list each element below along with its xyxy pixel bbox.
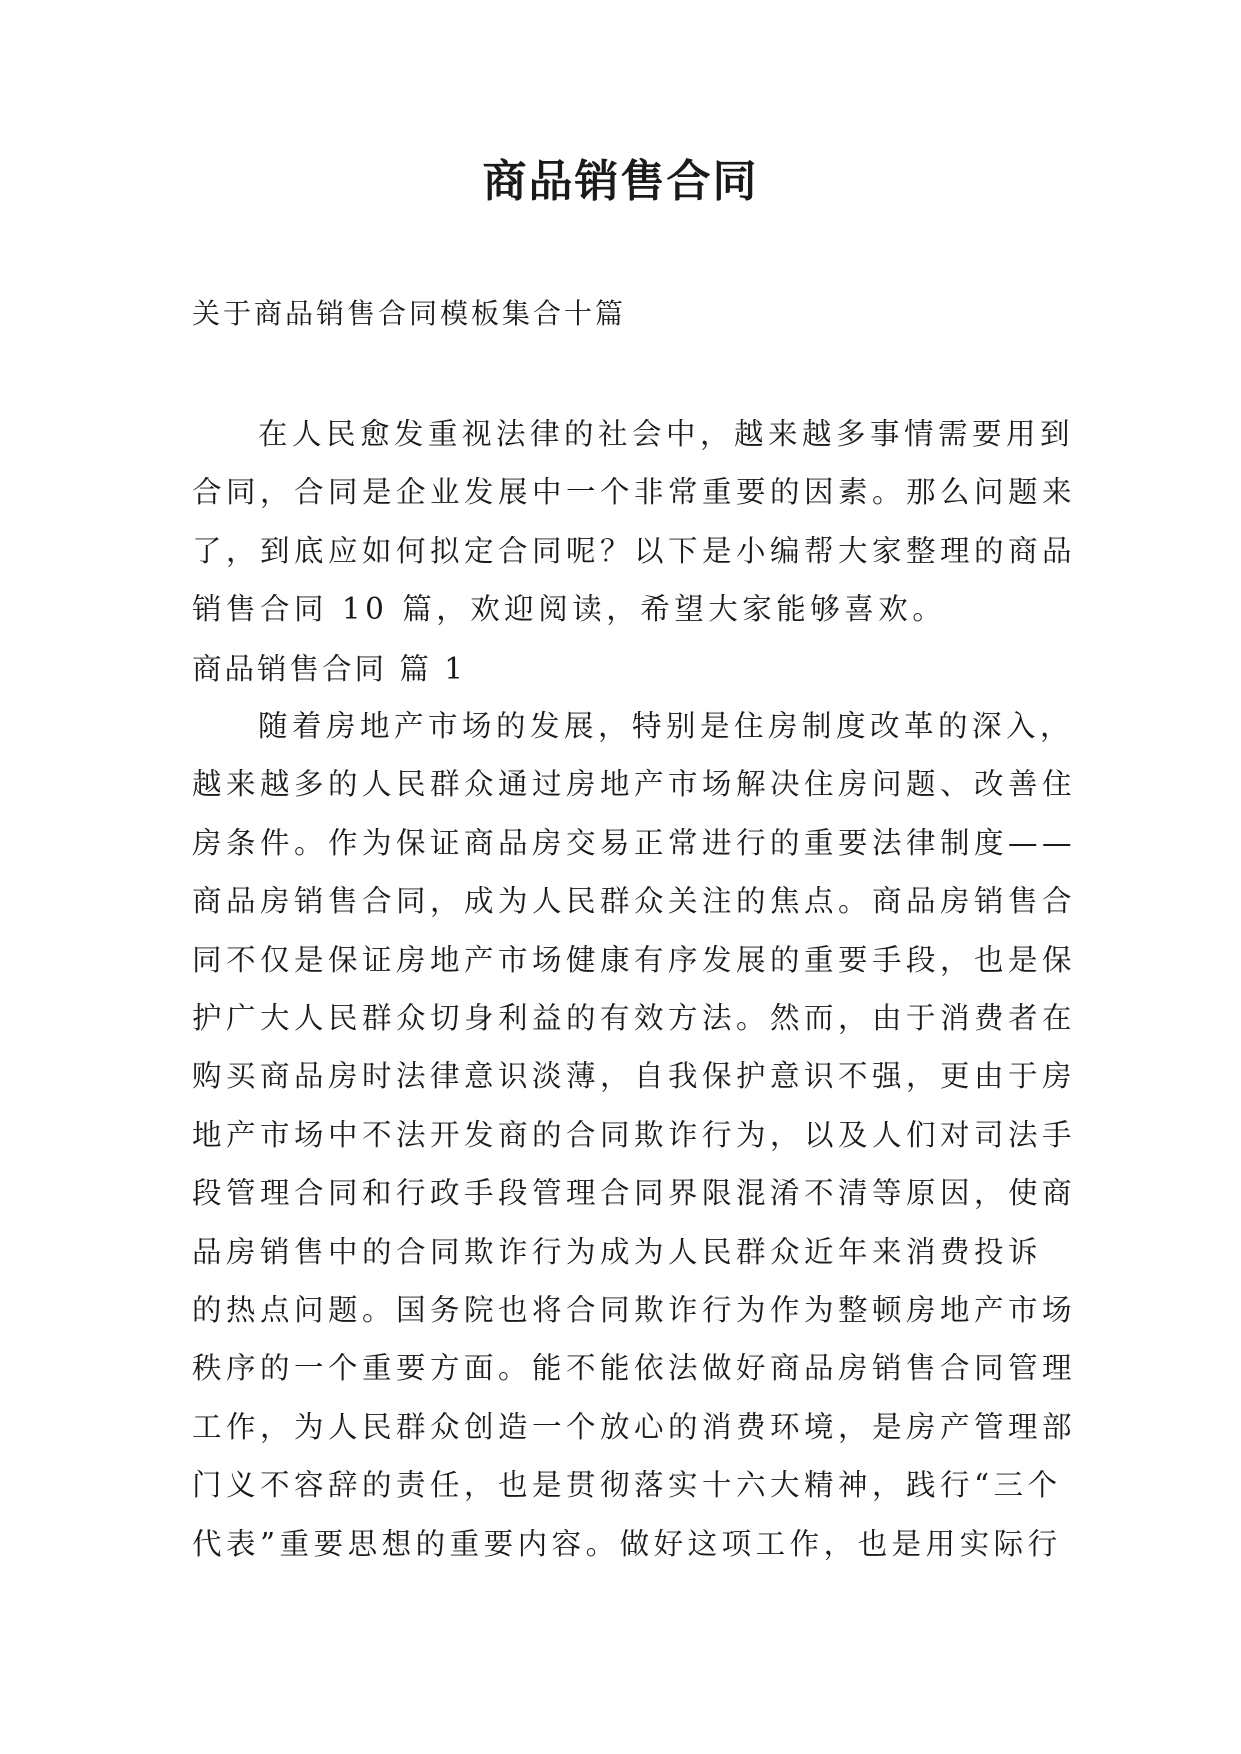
paragraph-line: 房条件。作为保证商品房交易正常进行的重要法律制度——	[192, 825, 1077, 860]
paragraph-line: 在人民愈发重视法律的社会中，越来越多事情需要用到	[258, 417, 1075, 451]
paragraph-line: 代表”重要思想的重要内容。做好这项工作，也是用实际行	[192, 1526, 1062, 1561]
document-subtitle: 关于商品销售合同模板集合十篇	[192, 297, 627, 330]
paragraph-line: 品房销售中的合同欺诈行为成为人民群众近年来消费投诉	[192, 1234, 1043, 1269]
paragraph-line: 随着房地产市场的发展，特别是住房制度改革的深入，	[258, 709, 1075, 743]
paragraph-line: 购买商品房时法律意识淡薄，自我保护意识不强，更由于房	[192, 1059, 1077, 1094]
intro-paragraph	[192, 405, 1077, 639]
paragraph-line: 门义不容辞的责任，也是贯彻落实十六大精神，践行“三个	[192, 1468, 1062, 1503]
paragraph-line: 同不仅是保证房地产市场健康有序发展的重要手段，也是保	[192, 942, 1077, 977]
section-paragraph	[192, 697, 1077, 1573]
paragraph-line: 段管理合同和行政手段管理合同界限混淆不清等原因，使商	[192, 1176, 1077, 1211]
paragraph-line: 销售合同 10 篇，欢迎阅读，希望大家能够喜欢。	[192, 592, 947, 627]
paragraph-line: 护广大人民群众切身利益的有效方法。然而，由于消费者在	[192, 1001, 1077, 1036]
paragraph-line: 了，到底应如何拟定合同呢？以下是小编帮大家整理的商品	[192, 533, 1077, 568]
paragraph-line: 地产市场中不法开发商的合同欺诈行为，以及人们对司法手	[192, 1117, 1077, 1152]
paragraph-line: 商品房销售合同，成为人民群众关注的焦点。商品房销售合	[192, 884, 1077, 919]
document-title: 商品销售合同	[482, 156, 759, 207]
paragraph-line: 的热点问题。国务院也将合同欺诈行为作为整顿房地产市场	[192, 1293, 1077, 1328]
section-heading: 商品销售合同 篇 1	[192, 652, 467, 686]
paragraph-line: 合同，合同是企业发展中一个非常重要的因素。那么问题来	[192, 475, 1077, 510]
paragraph-line: 越来越多的人民群众通过房地产市场解决住房问题、改善住	[192, 767, 1077, 802]
paragraph-line: 工作，为人民群众创造一个放心的消费环境，是房产管理部	[192, 1409, 1077, 1444]
paragraph-line: 秩序的一个重要方面。能不能依法做好商品房销售合同管理	[192, 1351, 1077, 1386]
